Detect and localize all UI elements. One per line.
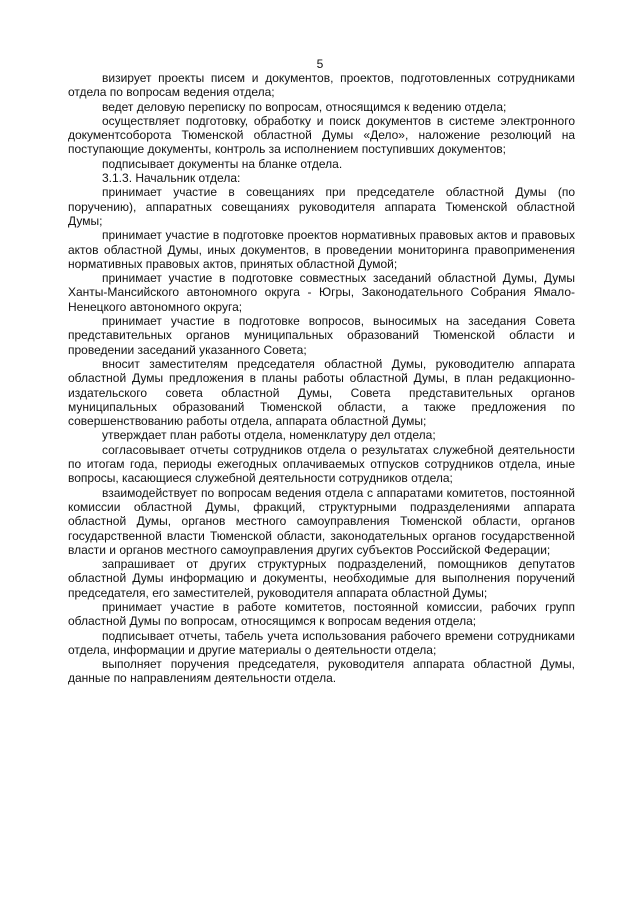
paragraph: принимает участие в работе комитетов, постоянной комиссии, рабочих групп областной Думы по вопросам, относящимся к вопросам ведения отдела; bbox=[68, 599, 575, 629]
paragraph: принимает участие в подготовке проектов нормативных правовых актов и правовых актов областной Думы, иных документов, в проведении мониторинга правоприменения нормативных правовых актов, принятых областной Думой; bbox=[68, 228, 575, 271]
paragraph: утверждает план работы отдела, номенклатуру дел отдела; bbox=[102, 428, 436, 443]
page-number: 5 bbox=[316, 57, 324, 71]
paragraph: согласовывает отчеты сотрудников отдела о результатах служебной деятельности по итогам года, периоды ежегодных оплачиваемых отпусков сотрудников отдела, иные вопросы, касающиеся служебной деятельности сотрудников отдела; bbox=[68, 442, 575, 486]
paragraph: выполняет поручения председателя, руководителя аппарата областной Думы, данные по направлениям деятельности отдела. bbox=[68, 657, 575, 686]
paragraph: принимает участие в совещаниях при председателе областной Думы (по поручению), аппаратных совещаниях руководителя аппарата Тюменской областной Думы; bbox=[68, 185, 575, 228]
document-body bbox=[68, 71, 575, 686]
paragraph: принимает участие в подготовке совместных заседаний областной Думы, Думы Ханты-Мансийского автономного округа - Югры, Законодательного Собрания Ямало-Ненецкого автономного округа; bbox=[68, 271, 575, 314]
paragraph: подписывает отчеты, табель учета использования рабочего времени сотрудниками отдела, информации и другие материалы о деятельности отдела; bbox=[68, 628, 575, 657]
paragraph: запрашивает от других структурных подразделений, помощников депутатов областной Думы информацию и документы, необходимые для выполнения поручений председателя, его заместителей, руководителя аппарата областной Думы; bbox=[68, 557, 575, 600]
paragraph: вносит заместителям председателя областной Думы, руководителю аппарата областной Думы предложения в планы работы областной Думы, в план редакционно-издательского совета областной Думы, Совета представительных органов муниципальных образований Тюменской области, а также предложения по совершенствованию работы отдела, аппарата областной Думы; bbox=[68, 356, 575, 429]
section-heading: 3.1.3. Начальник отдела: bbox=[102, 171, 241, 186]
paragraph: принимает участие в подготовке вопросов, выносимых на заседания Совета представительных органов муниципальных образований Тюменской области и проведении заседаний указанного Совета; bbox=[68, 314, 575, 357]
paragraph: взаимодействует по вопросам ведения отдела с аппаратами комитетов, постоянной комиссии областной Думы, фракций, структурными подразделениями аппарата областной Думы, органов местного самоуправления Тюменской области, органов государственной власти Тюменской области, законодательных органов государственной власти и органов местного самоуправления других субъектов Российской Федерации; bbox=[68, 485, 575, 557]
paragraph: осуществляет подготовку, обработку и поиск документов в системе электронного документсоборота Тюменской областной Думы «Дело», наложение резолюций на поступающие документы, контроль за исполнением поступивших документов; bbox=[68, 113, 575, 157]
paragraph: подписывает документы на бланке отдела. bbox=[102, 156, 343, 171]
paragraph: визирует проекты писем и документов, проектов, подготовленных сотрудниками отдела по вопросам ведения отдела; bbox=[68, 71, 575, 100]
paragraph: ведет деловую переписку по вопросам, относящимся к ведению отдела; bbox=[102, 99, 507, 114]
